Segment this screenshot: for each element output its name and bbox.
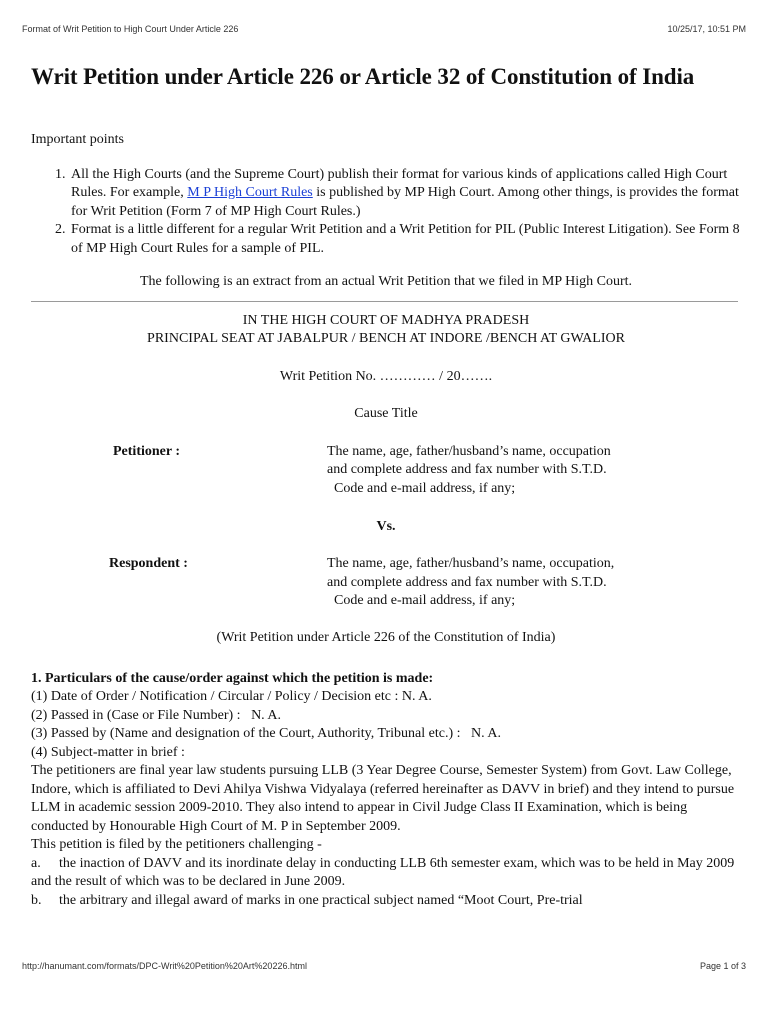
point-1-text-b: is published by MP High Court. Among other things, is provides the format for Writ Petition (Form 7 of MP High Court Rules.) [71, 185, 739, 219]
challenge-intro: This petition is filed by the petitioners challenging - [31, 837, 322, 852]
point-2-text: Format is a little different for a regular Writ Petition and a Writ Petition for PIL (Public Interest Litigation). See Form 8 of MP High Court Rules for a sample of PIL. [71, 222, 740, 256]
petitioner-line-1: The name, age, father/husband’s name, occupation [327, 443, 611, 459]
particular-2: (2) Passed in (Case or File Number) : N. A. [31, 707, 282, 723]
court-line-2: PRINCIPAL SEAT AT JABALPUR / BENCH AT INDORE /BENCH AT GWALIOR [147, 331, 625, 346]
list-item [69, 221, 741, 258]
writ-petition-note: (Writ Petition under Article 226 of the Constitution of India) [216, 630, 556, 645]
respondent-description [327, 555, 687, 611]
print-footer-url: http://hanumant.com/formats/DPC-Writ%20Petition%20Art%20226.html [22, 961, 307, 971]
cause-title: Cause Title [354, 406, 418, 421]
page-number: Page 1 of 3 [699, 961, 746, 971]
petitioner-label: Petitioner : [113, 443, 180, 459]
extract-note: The following is an extract from an actual Writ Petition that we filed in MP High Court. [139, 274, 633, 289]
challenge-item-b [31, 892, 741, 911]
petitioner-line-3: Code and e-mail address, if any; [327, 480, 516, 496]
important-points-heading: Important points [31, 132, 124, 147]
petitioner-line-2: and complete address and fax number with S.T.D. [327, 462, 607, 477]
respondent-line-1: The name, age, father/husband’s name, occupation, [327, 556, 615, 571]
print-header-title: Format of Writ Petition to High Court Under Article 226 [22, 24, 239, 34]
petitioner-block [31, 443, 741, 499]
item-b-text: the arbitrary and illegal award of marks in one practical subject named “Moot Court, Pre-trial [59, 892, 583, 908]
writ-petition-number: Writ Petition No. ………… / 20……. [279, 368, 493, 384]
print-header [22, 24, 746, 34]
page-title: Writ Petition under Article 226 or Article 32 of Constitution of India [31, 64, 695, 89]
mp-high-court-rules-link[interactable]: M P High Court Rules [187, 185, 313, 200]
document-body [31, 62, 741, 910]
item-a-text: the inaction of DAVV and its inordinate delay in conducting LLB 6th semester exam, which was to be held in May 2009 and the result of which was to be declared in June 2009. [31, 855, 735, 889]
item-a-marker: a. [31, 855, 41, 871]
court-line-1: IN THE HIGH COURT OF MADHYA PRADESH [242, 312, 530, 328]
challenge-item-a [31, 855, 741, 892]
respondent-label: Respondent : [109, 556, 188, 571]
particular-4: (4) Subject-matter in brief : [31, 744, 185, 760]
petitioner-description [327, 443, 687, 499]
section-1-heading: 1. Particulars of the cause/order against which the petition is made: [31, 670, 434, 686]
particular-3: (3) Passed by (Name and designation of the Court, Authority, Tribunal etc.) : N. A. [31, 726, 501, 741]
point-1-text-a: All the High Courts (and the Supreme Court) publish their format for various kinds of applications called High Court Rules. For example, [71, 166, 728, 200]
particular-1: (1) Date of Order / Notification / Circular / Policy / Decision etc : N. A. [31, 689, 432, 704]
respondent-block [31, 555, 741, 611]
divider [31, 301, 738, 302]
respondent-line-3: Code and e-mail address, if any; [327, 593, 516, 608]
respondent-line-2: and complete address and fax number with S.T.D. [327, 574, 607, 590]
versus-label: Vs. [376, 518, 396, 534]
subject-matter-paragraph: The petitioners are final year law students pursuing LLB (3 Year Degree Course, Semester System) from Govt. Law College, Indore, which is affiliated to Devi Ahilya Vishwa Vidyalaya (referred hereinafter as DAVV in brief) and they intend to pursue LLM in academic session 2009-2010. They also intend to appear in Civil Judge Class II Examination, which is being conducted by Honourable High Court of M. P in September 2009. [31, 763, 735, 834]
item-b-marker: b. [31, 892, 42, 908]
points-list [31, 166, 741, 259]
print-footer [22, 961, 746, 971]
print-header-datetime: 10/25/17, 10:51 PM [667, 24, 746, 34]
list-item [69, 166, 741, 222]
